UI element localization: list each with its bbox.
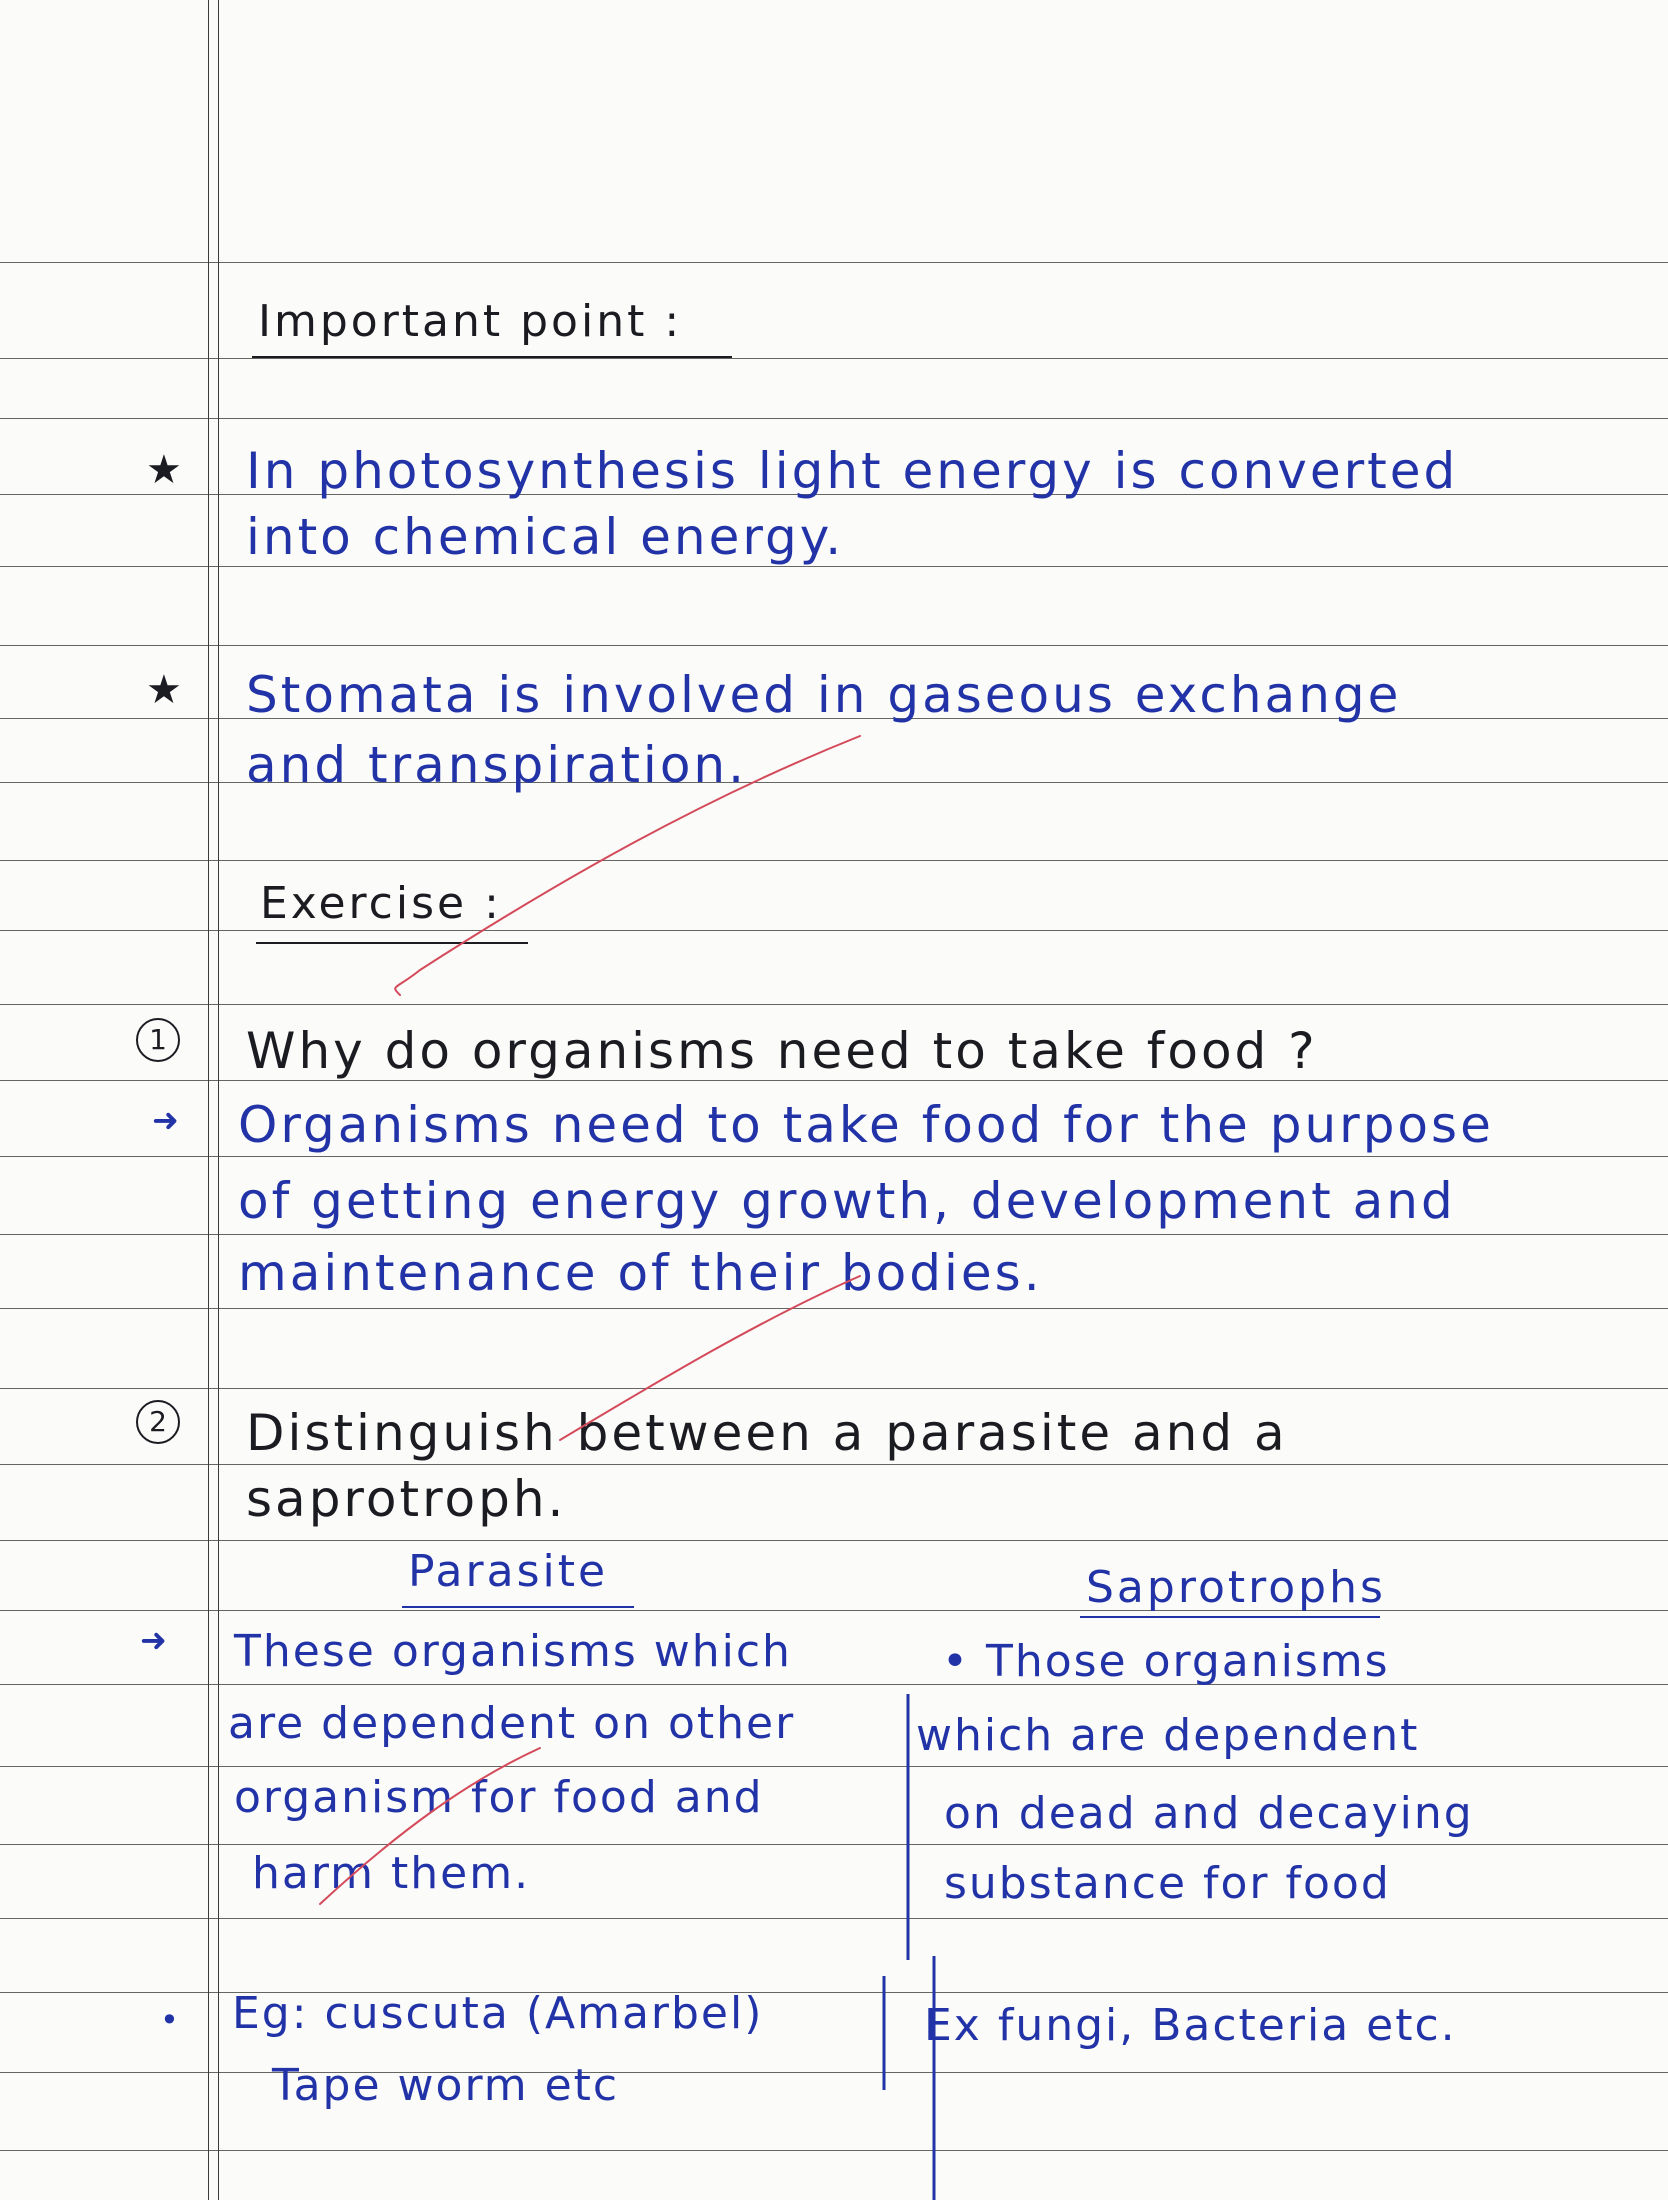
- star-icon: ★: [146, 447, 182, 493]
- column-header-saprotroph: Saprotrophs: [1086, 1562, 1386, 1613]
- arrow-icon: ➜: [152, 1101, 179, 1139]
- important-heading: Important point :: [258, 296, 683, 347]
- saprotroph-line: • Those organisms: [942, 1636, 1390, 1687]
- question-number-badge: 2: [136, 1400, 180, 1444]
- parasite-line: are dependent on other: [228, 1698, 796, 1749]
- question-text: saprotroph.: [246, 1470, 567, 1528]
- saprotroph-line: on dead and decaying: [944, 1788, 1474, 1839]
- saprotroph-example: Ex fungi, Bacteria etc.: [924, 2000, 1457, 2051]
- parasite-example: Tape worm etc: [272, 2060, 620, 2111]
- parasite-line: harm them.: [252, 1848, 531, 1899]
- star-icon: ★: [146, 667, 182, 713]
- point-line: and transpiration.: [246, 736, 747, 794]
- parasite-line: These organisms which: [234, 1626, 792, 1677]
- point-line: Stomata is involved in gaseous exchange: [246, 666, 1402, 724]
- example-bullet: •: [160, 2001, 179, 2039]
- question-number-badge: 1: [136, 1018, 180, 1062]
- check-mark: [320, 736, 860, 1904]
- saprotroph-line: substance for food: [944, 1858, 1391, 1909]
- answer-line: Organisms need to take food for the purpose: [238, 1096, 1494, 1154]
- point-line: In photosynthesis light energy is converted: [246, 442, 1459, 500]
- question-text: Distinguish between a parasite and a: [246, 1404, 1288, 1462]
- column-divider: [884, 1694, 934, 2200]
- parasite-example: Eg: cuscuta (Amarbel): [232, 1988, 764, 2039]
- saprotroph-line: which are dependent: [916, 1710, 1420, 1761]
- answer-line: of getting energy growth, development and: [238, 1172, 1456, 1230]
- question-text: Why do organisms need to take food ?: [246, 1022, 1318, 1080]
- arrow-icon: ➜: [140, 1621, 167, 1659]
- exercise-heading: Exercise :: [260, 878, 502, 929]
- point-line: into chemical energy.: [246, 508, 845, 566]
- answer-line: maintenance of their bodies.: [238, 1244, 1043, 1302]
- column-header-parasite: Parasite: [408, 1546, 609, 1597]
- parasite-line: organism for food and: [234, 1772, 764, 1823]
